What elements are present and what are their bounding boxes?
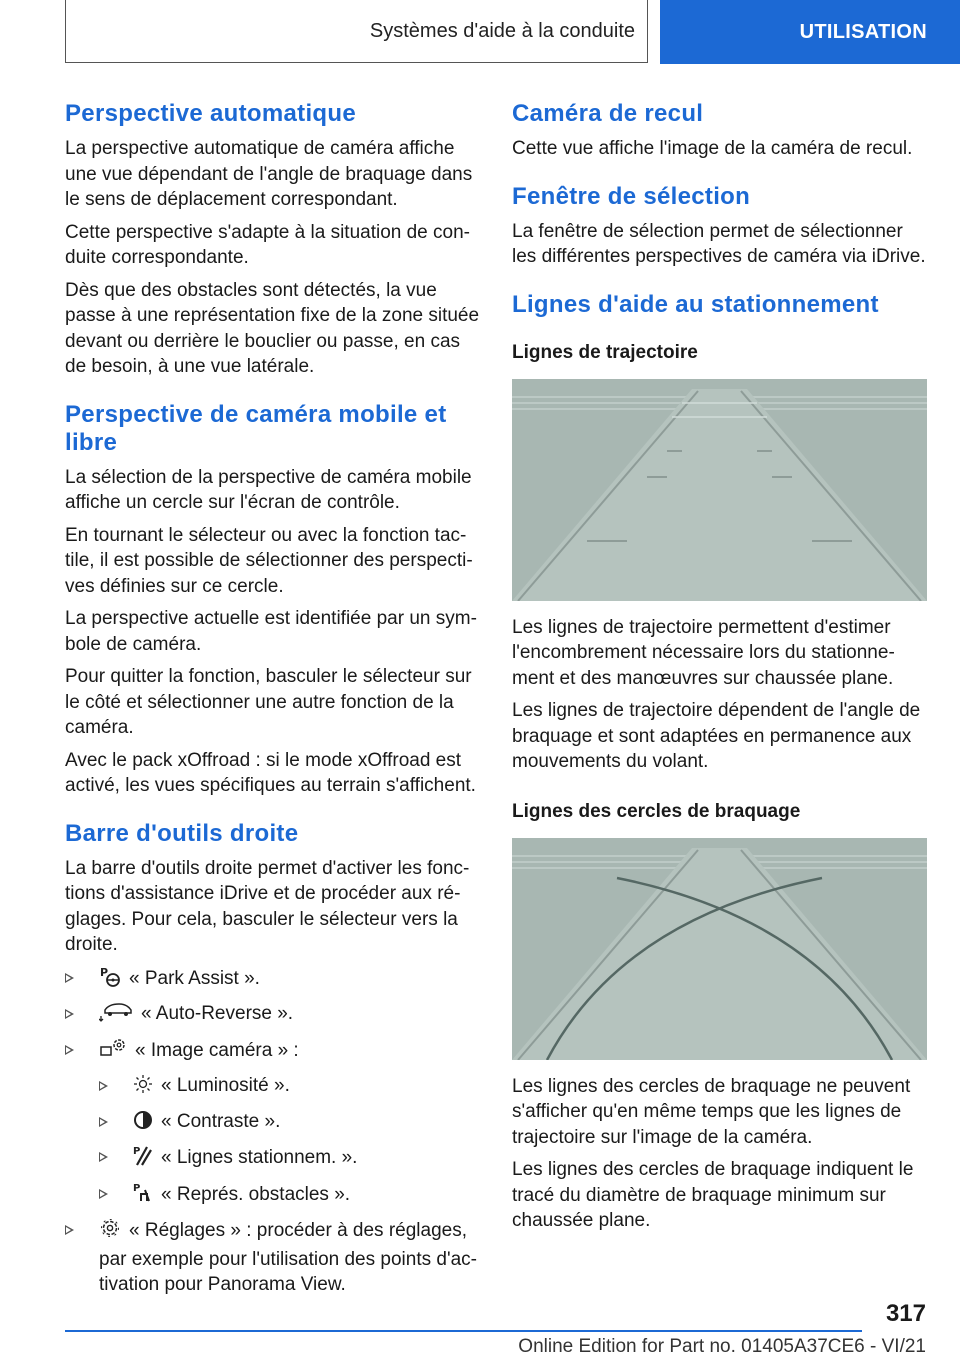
subheading-trajectoire: Lignes de trajectoire <box>512 341 698 363</box>
item-text: « Park Assist ». <box>129 967 260 989</box>
list-item <box>65 965 480 995</box>
subheading-cercles-braquage: Lignes des cercles de braquage <box>512 800 801 822</box>
paragraph: Les lignes des cercles de braquage ne peuvent s'afficher qu'en même temps que les lignes de trajectoire sur l'image de la caméra. <box>512 1075 911 1148</box>
paragraph: Dès que des obstacles sont détectés, la vue passe à une représentation fixe de la zone située devant ou derrière le bouclier ou passe, en cas de besoin, à une vue latérale. <box>65 279 480 377</box>
item-text: « Image caméra » : <box>135 1039 299 1061</box>
header-section-title: Systèmes d'aide à la conduite <box>369 19 635 42</box>
toolbar-options-list <box>65 965 480 1298</box>
auto-reverse-icon <box>99 1002 133 1030</box>
camera-settings-icon <box>99 1037 127 1067</box>
heading-fenetre-selection: Fenêtre de sélection <box>512 182 751 210</box>
list-item <box>99 1144 480 1174</box>
heading-perspective-automatique: Perspective automatique <box>65 100 356 127</box>
footer-divider <box>65 1330 862 1332</box>
parking-lines-icon <box>133 1144 153 1174</box>
svg-text:P: P <box>133 1182 141 1194</box>
item-text: « Auto-Reverse ». <box>141 1003 294 1024</box>
paragraph: Pour quitter la fonction, basculer le sélecteur sur le côté et sélectionner une autre fonction de la caméra. <box>65 666 472 738</box>
paragraph: Les lignes de trajectoire permettent d'estimer l'encombrement nécessaire lors du stationnement et des manœuvres sur chaussée plane. <box>512 616 895 689</box>
header-chapter-title: UTILISATION <box>799 20 927 43</box>
paragraph: Les lignes des cercles de braquage indiquent le tracé du diamètre de braquage minimum sur chaussée plane. <box>512 1159 914 1231</box>
header-section <box>65 0 648 63</box>
header-chapter <box>660 0 960 64</box>
heading-camera-recul: Caméra de recul <box>512 100 704 127</box>
paragraph: Cette perspective s'adapte à la situation de conduite correspondante. <box>65 221 470 268</box>
park-assist-icon <box>99 965 121 995</box>
heading-lignes-aide: Lignes d'aide au stationnement <box>512 290 879 318</box>
heading-barre-outils: Barre d'outils droite <box>65 819 299 847</box>
contrast-icon <box>133 1110 153 1138</box>
bullet-triangle-icon <box>99 1081 108 1091</box>
bullet-triangle-icon <box>99 1117 108 1127</box>
paragraph: En tournant le sélecteur ou avec la fonction tactile, il est possible de sélectionner des perspectives définies sur ce cercle. <box>65 524 473 597</box>
item-text: « Luminosité ». <box>161 1075 290 1096</box>
paragraph: Cette vue affiche l'image de la caméra de recul. <box>512 138 913 159</box>
turning-circle-lines-figure <box>512 838 927 1060</box>
bullet-triangle-icon <box>99 1152 108 1162</box>
bullet-triangle-icon <box>65 973 74 983</box>
item-text: « Réglages » : procéder à des réglages, par exemple pour l'utilisation des points d'activation pour Panorama View. <box>99 1220 477 1295</box>
list-item <box>99 1181 480 1211</box>
bullet-triangle-icon <box>65 1009 74 1019</box>
paragraph: La sélection de la perspective de caméra mobile affiche un cercle sur l'écran de contrôle. <box>65 466 472 513</box>
list-item <box>65 1037 480 1211</box>
page-number: 317 <box>885 1300 926 1327</box>
list-item <box>65 1001 480 1030</box>
list-item <box>99 1109 480 1138</box>
right-column <box>512 100 927 1241</box>
paragraph: Avec le pack xOffroad : si le mode xOffroad est activé, les vues spécifiques au terrain s'affichent. <box>65 749 476 796</box>
bullet-triangle-icon <box>99 1189 108 1199</box>
bullet-triangle-icon <box>65 1045 74 1055</box>
svg-text:P: P <box>100 965 109 979</box>
bullet-triangle-icon <box>65 1225 74 1235</box>
paragraph: La perspective actuelle est identifiée par un symbole de caméra. <box>65 608 477 655</box>
paragraph: La perspective automatique de caméra affiche une vue dépendant de l'angle de braquage dans le sens de déplacement correspondant. <box>65 138 473 210</box>
paragraph: Les lignes de trajectoire dépendent de l'angle de braquage et sont adaptées en permanence aux mouvements du volant. <box>512 700 921 772</box>
paragraph: La fenêtre de sélection permet de sélectionner les différentes perspectives de caméra via iDrive. <box>512 220 926 267</box>
svg-text:P: P <box>133 1146 141 1157</box>
trajectory-lines-figure <box>512 379 927 601</box>
left-column <box>65 100 480 1305</box>
paragraph: La barre d'outils droite permet d'activer les fonctions d'assistance iDrive et de procéder aux réglages. Pour cela, basculer le sélecteur vers la droite. <box>65 857 470 955</box>
heading-camera-mobile: Perspective de caméra mobile et libre <box>65 400 447 456</box>
footer-edition: Online Edition for Part no. 01405A37CE6 - VI/21 <box>518 1336 926 1357</box>
image-camera-sublist <box>99 1073 480 1210</box>
list-item <box>65 1217 480 1298</box>
settings-gear-icon <box>99 1217 121 1247</box>
list-item <box>99 1073 480 1102</box>
item-text: « Contraste ». <box>161 1110 281 1132</box>
item-text: « Représ. obstacles ». <box>161 1183 351 1205</box>
item-text: « Lignes stationnem. ». <box>161 1147 358 1168</box>
brightness-icon <box>133 1074 153 1102</box>
obstacle-icon <box>133 1181 153 1211</box>
